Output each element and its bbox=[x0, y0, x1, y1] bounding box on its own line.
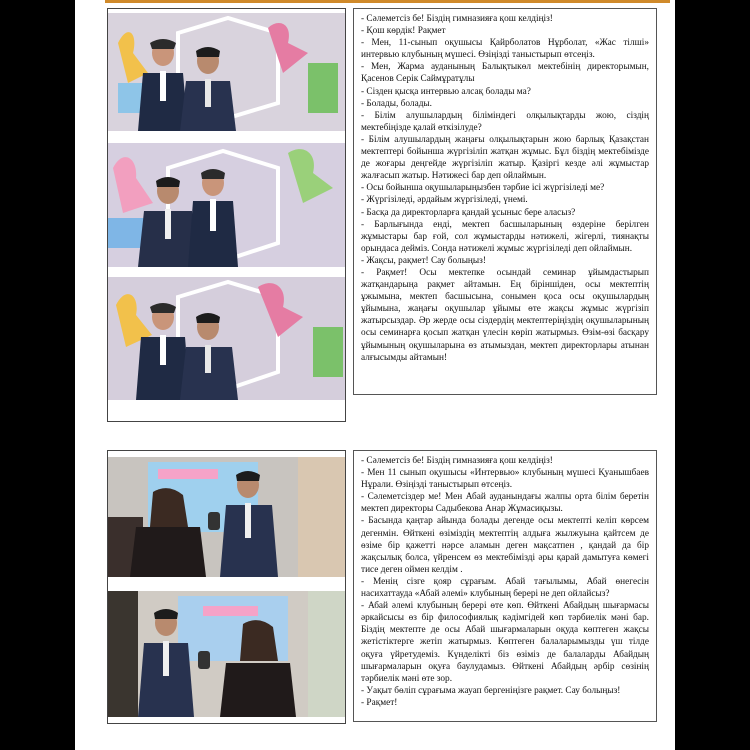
interview-1-line: - Рақмет! Осы мектепке осындай семинар ұйымдастырып жатқандарыңа рақмет айтамын. Ең біріншіден, осы мектептің ұжымына, мектеп басшысына, сонымен қоса осы оқушылардың ұйымына, жаңағы оқушылар ұйымы өте жақсы жұмыс жүргізіп жатырсыздар. Әр жерде осы сіздердің мектептеріңіздің оқушыларының осы семинарға қосып жатқан үлесін көріп жатырмыз. Өзім-өзі басқару ұйымының оқушыларына өз атымыздан, мектеп директорлары атынан алғысымды айтамын! bbox=[361, 267, 649, 363]
interview-2-line: - Сәлеметсіздер ме! Мен Абай ауданындағы жалпы орта білім беретін мектеп директоры Садыбекова Анар Жұмасиқызы. bbox=[361, 492, 649, 515]
interview-photo-1 bbox=[108, 13, 345, 131]
interview-2-line: - Уақыт бөліп сұрағыма жауап бергеніңізге рақмет. Сау болыңыз! bbox=[361, 685, 621, 696]
photo-column-1 bbox=[107, 8, 346, 422]
interview-2-line: - Рақмет! bbox=[361, 697, 398, 708]
interview-2-line: - Менің сізге қояр сұрағым. Абай тағылымы, Абай өнегесін насихаттауда «Абай әлемі» клубының берері не деп ойлайсыз? bbox=[361, 576, 649, 600]
interview-1-line: - Жүргізіледі, әрдайым жүргізіледі, үнемі. bbox=[361, 195, 528, 206]
interview-1-line: - Мен, 11-сынып оқушысы Қайрболатов Нұрболат, «Жас тілші» интервью клубының мүшесі. Өзіңізді таныстырып өтсеңіз. bbox=[361, 38, 649, 61]
interview-1-line: - Барлығында енді, мектеп басшыларының өздеріне берілген жұмыстары бар ғой, сол жұмыстарды нәтижелі, жігерлі, тиянақты орындаса дейміз. Сонда нәтижелі жұмыс жүргізіледі деп ойлаймын. bbox=[361, 219, 649, 254]
interview-1-line: - Жақсы, рақмет! Сау болыңыз! bbox=[361, 255, 486, 266]
interview-1-line: - Басқа да директорларға қандай ұсыныс бере аласыз? bbox=[361, 207, 576, 218]
document-page bbox=[75, 0, 675, 750]
interview-1-line: - Мен, Жарма ауданының Балықтыкөл мектебінің директорымын, Қасенов Серік Саймұратұлы bbox=[361, 62, 649, 85]
interview-1-text bbox=[353, 8, 657, 395]
interview-photo-5 bbox=[108, 591, 345, 717]
interview-1-line: - Болады, болады. bbox=[361, 98, 432, 109]
interview-photo-2 bbox=[108, 143, 345, 267]
photo-column-2 bbox=[107, 450, 346, 724]
interview-1-line: - Білім алушылардың біліміндегі олқылықтарды жою, сіздің мектебіңізде қалай өткізілуде? bbox=[361, 110, 649, 133]
interview-2-line: - Сәлеметсіз бе! Біздің гимназияға қош келдіңіз! bbox=[361, 456, 553, 466]
interview-2-line: - Абай әлемі клубының берері өте көп. Өйткені Абайдың шығармасы әркайсысы өз бір философиялық кәдімгідей көп тәрбиелік мәні бар. Біздің мектепте де осы Абай шығармаларын оқуда көптеген жақсы жетістіктерге жетіп жатырмыз. Көптеген балаларымызды үш тілде оқуға үйретудеміз. Күнделікті біз өзіміз де балаларды Абайдың шығармаларын оқуға баулудамыз. Өйткені Абайдың әрбір сөзінің тәрбиелік мәні өте зор. bbox=[361, 601, 649, 684]
interview-1-line: - Қош көрдік! Рақмет bbox=[361, 26, 446, 37]
interview-2-text bbox=[353, 450, 657, 722]
interview-1-line: - Сәлеметсіз бе! Біздің гимназияға қош келдіңіз! bbox=[361, 14, 553, 24]
interview-2-line: - Мен 11 сынып оқушысы «Интервью» клубының мүшесі Қуанышбаев Нұрали. Өзіңізді таныстырып өтсеңіз. bbox=[361, 468, 649, 491]
interview-1-line: - Білім алушылардың жаңағы олқылықтарын жою барлық Қазақстан мектептері бойынша жүргізіліп жатқан жұмыс. Бұл біздің мектебімізде де жоғары деңгейде жүргізіліп жатыр. Қазіргі кезде әлі жұмыстар жалғасып жатыр. Нәтижесі бар деп ойлаймын. bbox=[361, 134, 649, 182]
interview-1-line: - Осы бойынша оқушыларыңызбен тәрбие ісі жүргізіледі ме? bbox=[361, 183, 605, 194]
interview-photo-4 bbox=[108, 457, 345, 577]
interview-1-line: - Сізден қысқа интервью алсақ болады ма? bbox=[361, 86, 531, 97]
interview-2-line: - Басында қаңтар айында болады дегенде осы мектепті келіп көрсем дегенмін. Өйткені өзіміздің мектептің алдыға жылжуына қайтсем де өзіме бір қажетті нәрсе аламын деген мақсатпен , қандай да бір жақсылық болса, үйренсем өз мектебімізді әры қарай дамытуға көмегі тисе деген оймен келдім . bbox=[361, 516, 649, 575]
top-accent-line bbox=[105, 0, 670, 3]
interview-photo-3 bbox=[108, 277, 345, 400]
